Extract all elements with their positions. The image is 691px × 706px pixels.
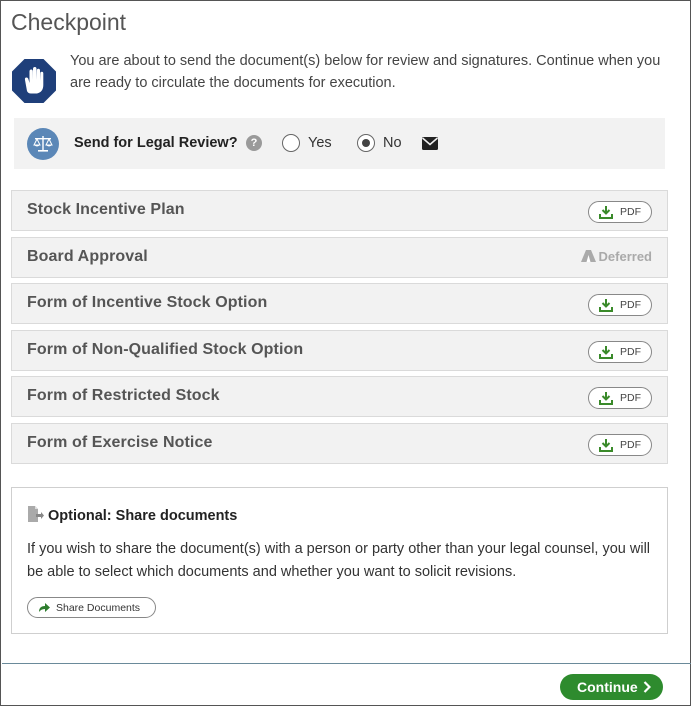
download-icon [599, 206, 613, 219]
document-row [11, 423, 668, 464]
pdf-download-button[interactable] [588, 434, 652, 456]
question-icon[interactable]: ? [246, 135, 262, 151]
document-name: Form of Restricted Stock [27, 387, 220, 404]
continue-label: Continue [577, 679, 638, 695]
envelope-icon[interactable] [422, 137, 438, 150]
share-arrow-icon [38, 602, 51, 613]
download-icon [599, 392, 613, 405]
document-share-icon [27, 506, 44, 523]
page-title: Checkpoint [11, 9, 127, 35]
deferred-status [581, 249, 652, 264]
document-row [11, 376, 668, 417]
continue-button[interactable] [560, 674, 663, 700]
pdf-label: PDF [620, 206, 641, 218]
pdf-label: PDF [620, 438, 641, 451]
document-name: Form of Non-Qualified Stock Option [27, 340, 304, 358]
document-row [11, 190, 668, 231]
legal-review-no-label[interactable]: No [383, 135, 402, 151]
share-button-label: Share Documents [56, 602, 141, 614]
share-description: If you wish to share the document(s) with a person or party other than your legal counsel, you will be able to select which documents and whether you want to solicit revisions. [27, 541, 651, 580]
pdf-label: PDF [620, 299, 641, 311]
document-row [11, 237, 668, 278]
document-row [11, 330, 668, 371]
download-icon [599, 346, 613, 359]
document-row [11, 283, 668, 324]
document-name: Form of Exercise Notice [27, 433, 213, 451]
scale-icon [27, 128, 59, 160]
pdf-download-button[interactable] [588, 387, 652, 409]
pdf-download-button[interactable] [588, 201, 652, 223]
pdf-label: PDF [620, 345, 641, 358]
download-icon [599, 299, 613, 312]
footer-divider [2, 663, 691, 664]
document-name: Stock Incentive Plan [27, 201, 185, 218]
deferred-label: Deferred [598, 248, 652, 264]
pdf-download-button[interactable] [588, 341, 652, 363]
deferred-icon [581, 249, 597, 263]
download-icon [599, 439, 613, 452]
legal-review-no-radio[interactable] [357, 134, 375, 152]
document-name: Form of Incentive Stock Option [27, 294, 268, 311]
legal-review-bar [14, 118, 665, 169]
pdf-label: PDF [620, 392, 641, 404]
share-documents-button[interactable] [27, 597, 156, 618]
document-name: Board Approval [27, 247, 148, 265]
legal-review-label: Send for Legal Review? [74, 135, 238, 151]
share-title: Optional: Share documents [48, 508, 238, 524]
stop-hand-icon [11, 58, 57, 104]
intro-text: You are about to send the document(s) below for review and signatures. Continue when you are ready to circulate the documents for execution. [70, 53, 661, 91]
legal-review-yes-label[interactable]: Yes [308, 135, 332, 151]
chevron-right-icon [643, 681, 651, 693]
legal-review-yes-radio[interactable] [282, 134, 300, 152]
pdf-download-button[interactable] [588, 294, 652, 316]
document-list [11, 190, 668, 469]
share-documents-panel [11, 487, 668, 634]
